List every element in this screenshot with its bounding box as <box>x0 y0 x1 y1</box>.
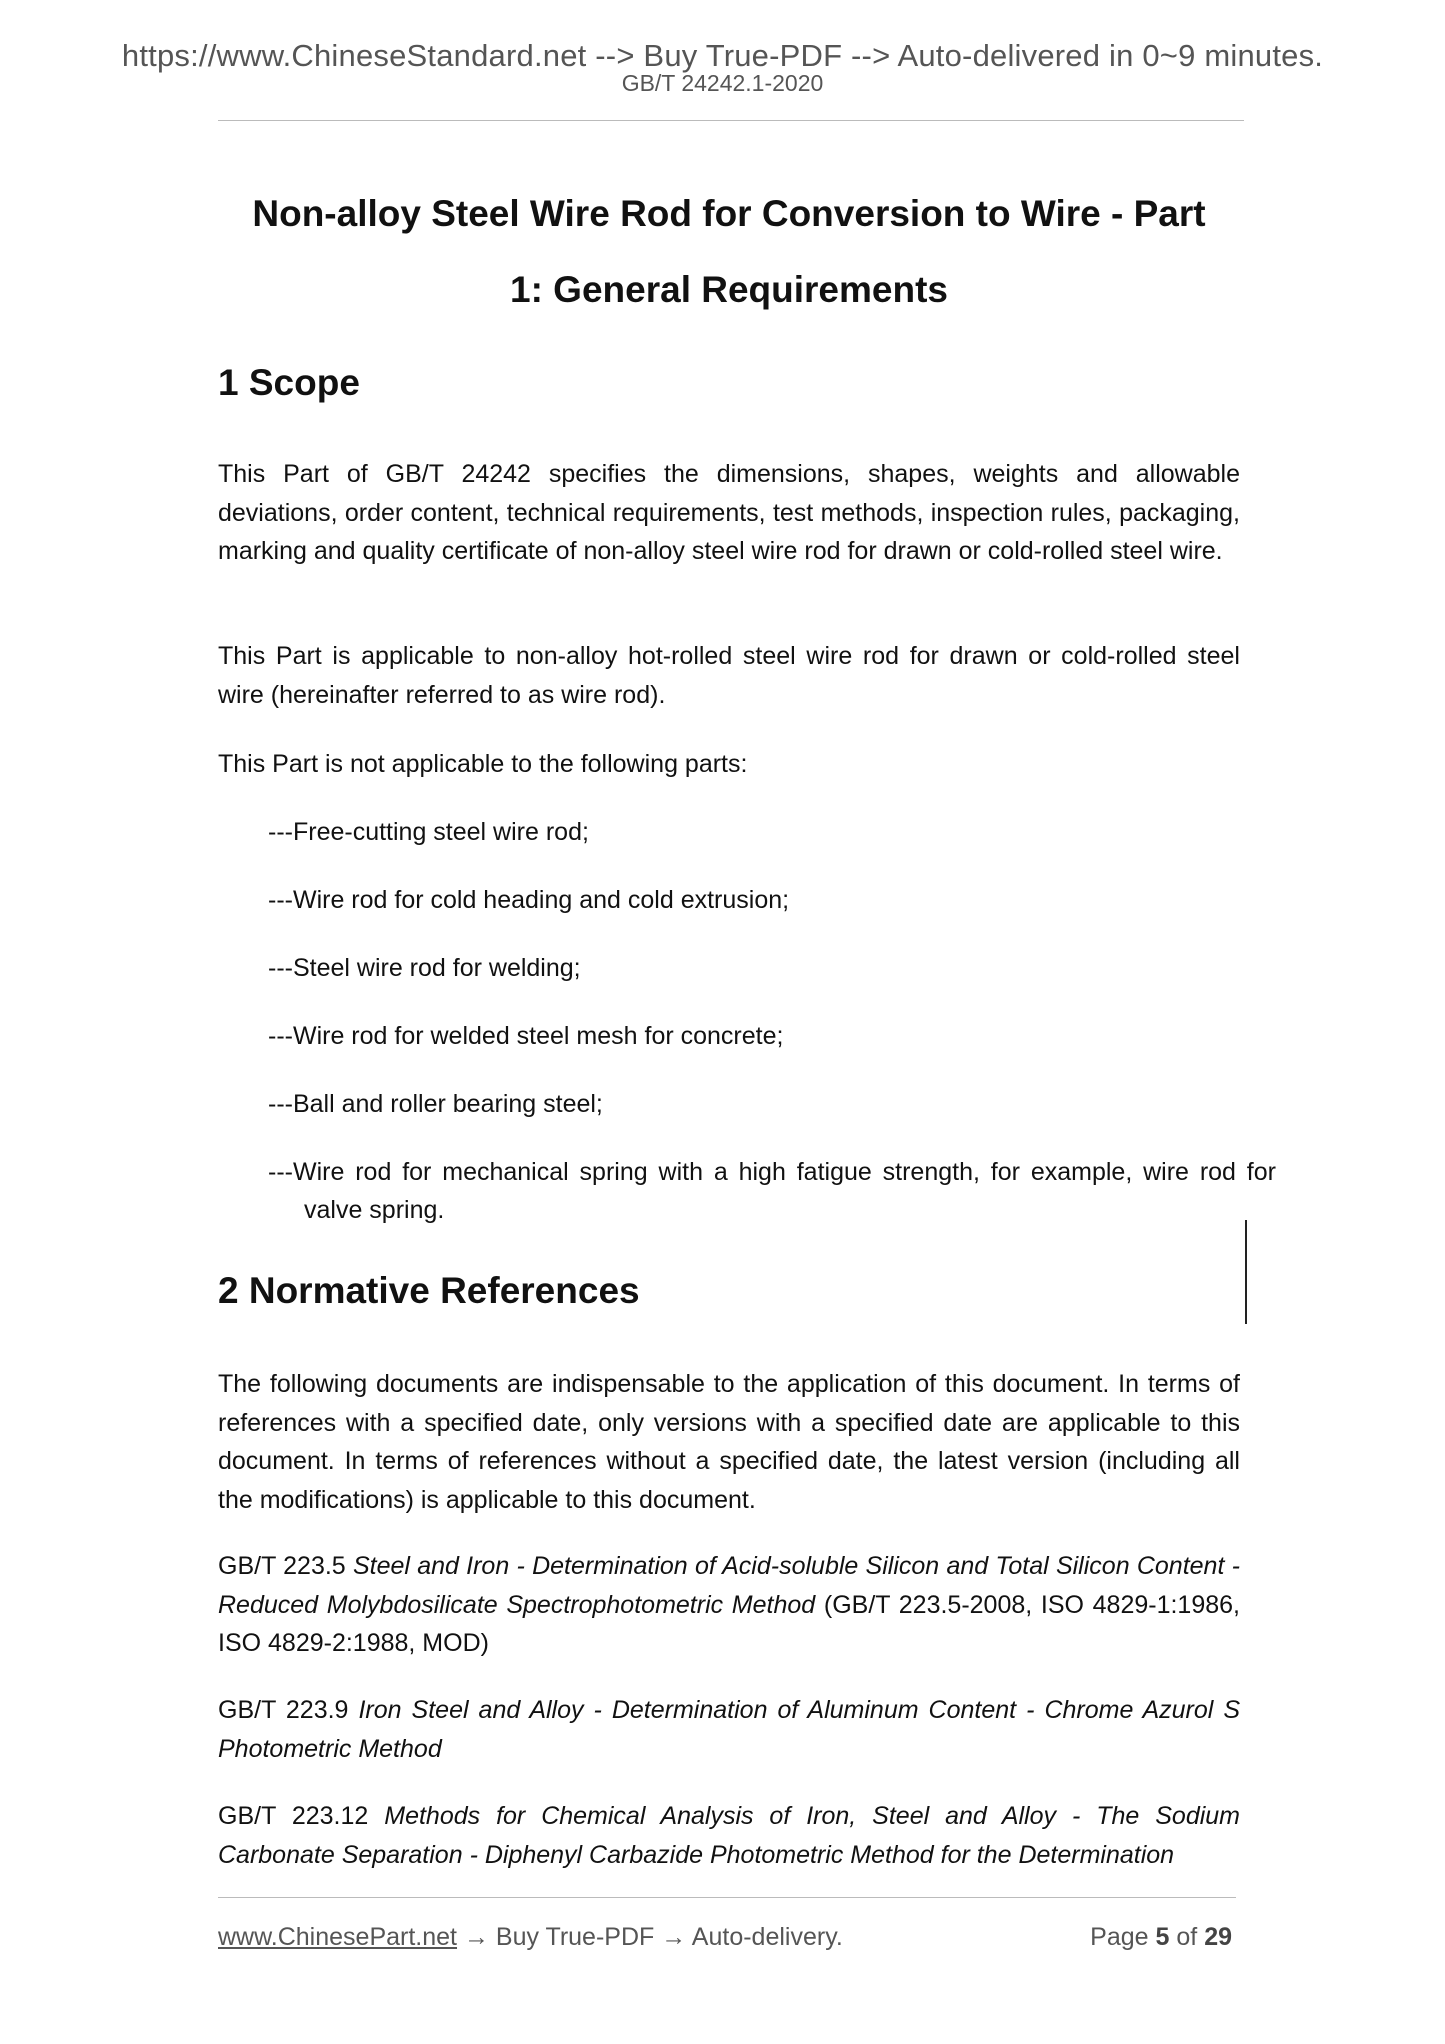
title-line-2: 1: General Requirements <box>510 269 948 310</box>
page-number: 5 <box>1155 1923 1170 1951</box>
reference-entry <box>218 1797 1240 1874</box>
exclusion-item: ---Wire rod for cold heading and cold extrusion; <box>268 886 790 914</box>
scope-paragraph-3: This Part is not applicable to the following parts: <box>218 750 748 778</box>
revision-bar <box>1245 1220 1247 1324</box>
page-label: Page <box>1090 1923 1149 1951</box>
footer-divider <box>218 1897 1236 1898</box>
reference-title: Iron Steel and Alloy - Determination of Aluminum Content - Chrome Azurol S Photometric Method <box>218 1696 1240 1763</box>
title-line-1: Non-alloy Steel Wire Rod for Conversion to Wire - Part <box>252 193 1206 234</box>
reference-note: (GB/T 223.5-2008, ISO 4829-1:1986, ISO 4829-2:1988, MOD) <box>218 1590 1240 1657</box>
normative-intro: The following documents are indispensable to the application of this document. In terms of references with a specified date, only versions with a specified date are applicable to this document. In terms of references without a specified date, the latest version (including all the modifications) is applicable to this document. <box>218 1370 1240 1514</box>
reference-entry <box>218 1547 1240 1663</box>
scope-paragraph-2: This Part is applicable to non-alloy hot-rolled steel wire rod for drawn or cold-rolled steel wire (hereinafter referred to as wire rod). <box>218 642 1240 709</box>
exclusion-item: ---Free-cutting steel wire rod; <box>268 818 589 846</box>
reference-title: Methods for Chemical Analysis of Iron, Steel and Alloy - The Sodium Carbonate Separation - Diphenyl Carbazide Photometric Method for the Determination <box>218 1802 1241 1869</box>
footer-site-link[interactable]: www.ChinesePart.net <box>218 1923 458 1951</box>
of-label: of <box>1176 1923 1198 1951</box>
section-2-heading: 2 Normative References <box>218 1270 640 1311</box>
exclusion-item: ---Wire rod for welded steel mesh for concrete; <box>268 1022 784 1050</box>
reference-code: GB/T 223.5 <box>218 1552 346 1580</box>
exclusion-item: ---Steel wire rod for welding; <box>268 954 581 982</box>
exclusion-item: ---Ball and roller bearing steel; <box>268 1090 603 1118</box>
section-1-heading: 1 Scope <box>218 362 360 403</box>
document-title <box>218 176 1240 328</box>
source-banner: https://www.ChineseStandard.net --> Buy True-PDF --> Auto-delivered in 0~9 minutes. <box>121 38 1324 73</box>
scope-paragraph-1: This Part of GB/T 24242 specifies the dimensions, shapes, weights and allowable deviations, order content, technical requirements, test methods, inspection rules, packaging, marking and quality certificate of non-alloy steel wire rod for drawn or cold-rolled steel wire. <box>218 460 1240 565</box>
standard-code: GB/T 24242.1-2020 <box>621 70 824 96</box>
reference-code: GB/T 223.9 <box>218 1696 349 1724</box>
footer-promo <box>218 1923 843 1952</box>
page-total: 29 <box>1204 1923 1232 1951</box>
reference-entry <box>218 1691 1240 1768</box>
exclusion-item: ---Wire rod for mechanical spring with a high fatigue strength, for example, wire rod for valve spring. <box>268 1158 1276 1224</box>
reference-code: GB/T 223.12 <box>218 1802 369 1830</box>
header-divider <box>218 120 1244 121</box>
footer-promo-text: → Buy True-PDF → Auto-delivery. <box>457 1923 843 1951</box>
page-indicator <box>1090 1923 1232 1952</box>
reference-title: Steel and Iron - Determination of Acid-soluble Silicon and Total Silicon Content - Reduced Molybdosilicate Spectrophotometric Method <box>218 1552 1240 1619</box>
